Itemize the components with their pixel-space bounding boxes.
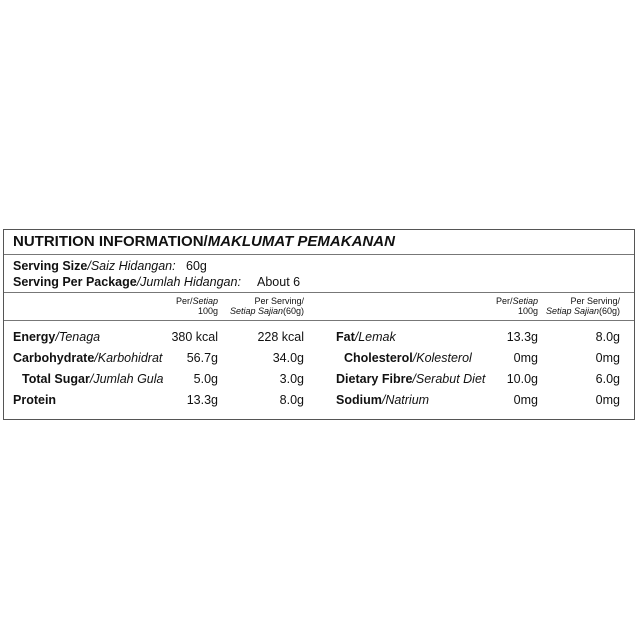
nutrient-label-dietary-fibre: Dietary Fibre/Serabut Diet xyxy=(336,372,486,386)
nutrient-label-total-sugar: Total Sugar/Jumlah Gula xyxy=(22,372,164,386)
cholesterol-perserving: 0mg xyxy=(595,351,620,365)
total-sugar-per100: 5.0g xyxy=(193,372,218,386)
nutrient-label-fat: Fat/Lemak xyxy=(336,330,396,344)
perserving-a-left: Per Serving/ xyxy=(254,296,304,306)
per100-c-left: 100g xyxy=(197,306,218,316)
perserving-a-right: Per Serving/ xyxy=(570,296,620,306)
perserving-b-right: Setiap Sajian xyxy=(545,306,599,316)
fat-perserving: 8.0g xyxy=(595,330,620,344)
nutrient-label-energy: Energy/Tenaga xyxy=(13,330,101,344)
nutrient-label-protein: Protein xyxy=(13,393,57,407)
nutrition-information-panel xyxy=(3,229,635,420)
title-main: NUTRITION INFORMATION/ xyxy=(13,233,208,250)
dietary-fibre-perserving: 6.0g xyxy=(595,372,620,386)
per100-b-left: Setiap xyxy=(192,296,218,306)
dietary-fibre-per100: 10.0g xyxy=(506,372,538,386)
panel-title xyxy=(13,233,395,250)
fat-per100: 13.3g xyxy=(506,330,538,344)
per100-a-right: Per/ xyxy=(495,296,513,306)
serving-size-value: 60g xyxy=(186,259,207,273)
carbohydrate-perserving: 34.0g xyxy=(272,351,304,365)
carbohydrate-per100: 56.7g xyxy=(186,351,218,365)
energy-per100: 380 kcal xyxy=(171,330,218,344)
title-translation: MAKLUMAT PEMAKANAN xyxy=(207,233,395,250)
perserving-c-left: (60g) xyxy=(282,306,304,316)
right-header-per100 xyxy=(464,296,538,316)
per100-a-left: Per/ xyxy=(175,296,193,306)
nutrient-label-sodium: Sodium/Natrium xyxy=(336,393,430,407)
serving-size-label: Serving Size xyxy=(13,259,88,273)
sodium-perserving: 0mg xyxy=(595,393,620,407)
perserving-c-right: (60g) xyxy=(598,306,620,316)
cholesterol-per100: 0mg xyxy=(513,351,538,365)
energy-perserving: 228 kcal xyxy=(257,330,304,344)
per100-b-right: Setiap xyxy=(512,296,538,306)
perserving-b-left: Setiap Sajian xyxy=(229,306,283,316)
serving-per-package-row xyxy=(13,275,241,289)
serving-size-translation: /Saiz Hidangan: xyxy=(87,259,176,273)
serving-per-package-translation: /Jumlah Hidangan: xyxy=(136,275,241,289)
sodium-per100: 0mg xyxy=(513,393,538,407)
left-header-perserving xyxy=(214,296,304,316)
serving-size-row xyxy=(13,259,176,273)
per100-c-right: 100g xyxy=(517,306,538,316)
protein-perserving: 8.0g xyxy=(279,393,304,407)
serving-per-package-label: Serving Per Package xyxy=(13,275,137,289)
right-header-perserving xyxy=(530,296,620,316)
serving-per-package-value: About 6 xyxy=(257,275,301,289)
serving-divider xyxy=(4,292,634,293)
nutrient-label-cholesterol: Cholesterol/Kolesterol xyxy=(344,351,472,365)
protein-per100: 13.3g xyxy=(186,393,218,407)
total-sugar-perserving: 3.0g xyxy=(279,372,304,386)
header-divider xyxy=(4,320,634,321)
title-divider xyxy=(4,254,634,255)
nutrient-label-carbohydrate: Carbohydrate/Karbohidrat xyxy=(13,351,163,365)
left-header-per100 xyxy=(144,296,218,316)
